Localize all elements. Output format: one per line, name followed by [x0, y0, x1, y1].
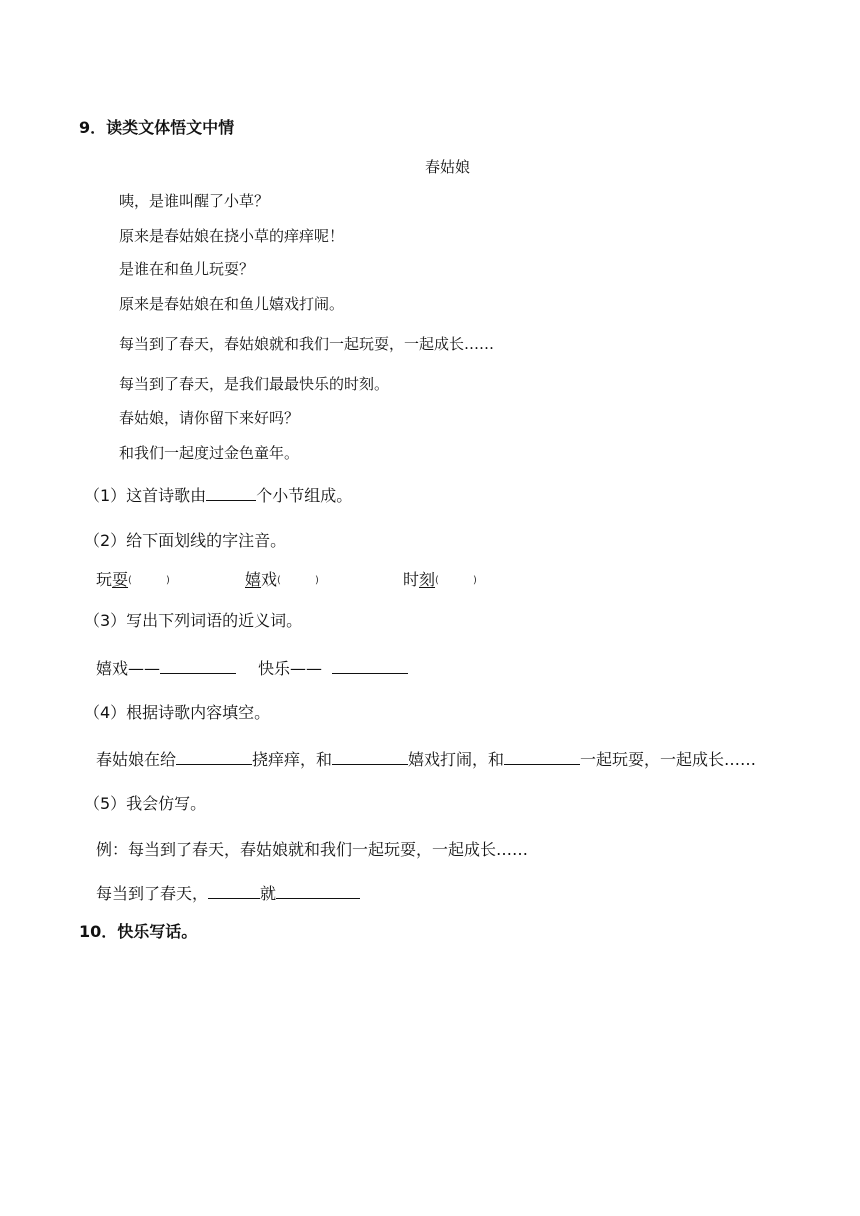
- pinyin-paren[interactable]: ( ): [128, 574, 170, 586]
- underlined-char: 嬉: [245, 570, 262, 589]
- subquestion-5-label: （5）我会仿写。: [84, 794, 207, 813]
- imitation-row: [96, 884, 360, 902]
- question-9-title: 9．读类文体悟文中情: [79, 118, 235, 137]
- pinyin-item: [245, 572, 319, 588]
- pinyin-item: [96, 572, 170, 588]
- subquestion-1-suffix: 个小节组成。: [256, 486, 353, 505]
- poem-line: 每当到了春天，是我们最最快乐的时刻。: [119, 375, 390, 393]
- fill-text: 挠痒痒，和: [252, 750, 333, 769]
- subquestion-1-prefix: （1）这首诗歌由: [84, 486, 207, 505]
- pinyin-paren[interactable]: ( ): [277, 574, 319, 586]
- pinyin-item: [403, 572, 477, 588]
- imitation-text: 就: [260, 884, 277, 903]
- answer-blank[interactable]: [206, 486, 256, 501]
- example-sentence: 例：每当到了春天，春姑娘就和我们一起玩耍，一起成长……: [96, 840, 529, 859]
- answer-blank[interactable]: [276, 884, 360, 899]
- pinyin-paren[interactable]: ( ): [435, 574, 477, 586]
- poem-line: 是谁在和鱼儿玩耍？: [119, 260, 255, 278]
- subquestion-4-label: （4）根据诗歌内容填空。: [84, 703, 271, 722]
- subquestion-3-label: （3）写出下列词语的近义词。: [84, 611, 303, 630]
- underlined-char: 刻: [419, 570, 436, 589]
- answer-blank[interactable]: [332, 750, 408, 765]
- fill-text: 一起玩耍，一起成长……: [580, 750, 757, 769]
- answer-blank[interactable]: [504, 750, 580, 765]
- word-char: 时: [403, 570, 420, 589]
- subquestion-1: [84, 486, 352, 504]
- poem-line: 春姑娘，请你留下来好吗？: [119, 409, 300, 427]
- fill-in-row: [96, 750, 756, 768]
- word-char: 戏: [261, 570, 278, 589]
- fill-text: 春姑娘在给: [96, 750, 177, 769]
- synonym-row: [96, 659, 408, 677]
- synonym-word: 嬉戏——: [96, 659, 161, 678]
- poem-line: 每当到了春天，春姑娘就和我们一起玩耍，一起成长……: [119, 335, 495, 353]
- word-char: 玩: [96, 570, 113, 589]
- synonym-word: 快乐——: [258, 659, 323, 678]
- poem-line: 咦，是谁叫醒了小草？: [119, 192, 270, 210]
- answer-blank[interactable]: [208, 884, 260, 899]
- subquestion-2-label: （2）给下面划线的字注音。: [84, 531, 287, 550]
- answer-blank[interactable]: [332, 659, 408, 674]
- answer-blank[interactable]: [176, 750, 252, 765]
- poem-line: 原来是春姑娘在和鱼儿嬉戏打闹。: [119, 295, 345, 313]
- poem-line: 原来是春姑娘在挠小草的痒痒呢！: [119, 227, 345, 245]
- imitation-text: 每当到了春天，: [96, 884, 209, 903]
- question-10-title: 10．快乐写话。: [79, 922, 198, 941]
- fill-text: 嬉戏打闹，和: [408, 750, 505, 769]
- answer-blank[interactable]: [160, 659, 236, 674]
- poem-line: 和我们一起度过金色童年。: [119, 444, 300, 462]
- poem-title: 春姑娘: [425, 158, 471, 176]
- underlined-char: 耍: [112, 570, 129, 589]
